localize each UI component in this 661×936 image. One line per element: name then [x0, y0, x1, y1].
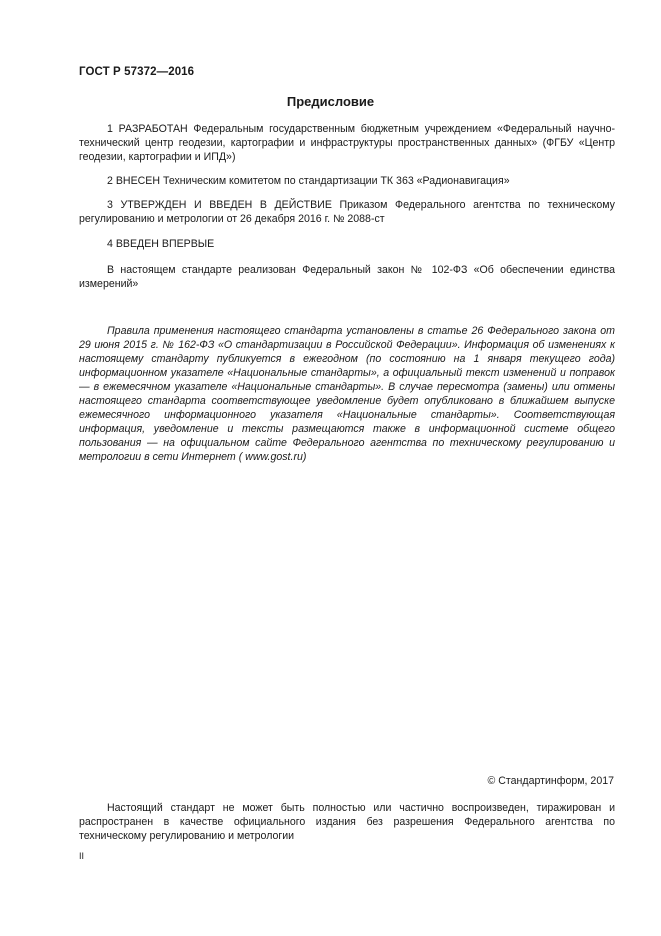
- copyright-line: © Стандартинформ, 2017: [487, 775, 614, 787]
- foreword-item-1: [79, 122, 615, 164]
- item-number: 3: [107, 199, 113, 211]
- page-title: Предисловие: [286, 94, 375, 109]
- item-lead: ВНЕСЕН: [115, 175, 161, 187]
- item-number: 2: [107, 175, 113, 187]
- notice-paragraph: Правила применения настоящего стандарта установлены в статье 26 Федерального закона от 29 июня 2015 г. № 162-ФЗ «О стандартизации в Российской Федерации». Информация об изменениях к настоящему стандарту публикуется в ежегодном (по состоянию на 1 января текущего года) информационном указателе «Национальные стандарты», а официальный текст изменений и поправок — в ежемесячном указателе «Национальные стандарты». В случае пересмотра (замены) или отмены настоящего стандарта соответствующее уведомление будет опубликовано в ближайшем выпуске ежемесячного информационного указателя «Национальные стандарты». Соответствующая информация, уведомление и тексты размещаются также в информационной системе общего пользования — на официальном сайте Федерального агентства по техническому регулированию и метрологии в сети Интернет ( www.gost.ru): [79, 325, 615, 463]
- foreword-item-3: [79, 198, 615, 226]
- item-lead: УТВЕРЖДЕН И ВВЕДЕН В ДЕЙСТВИЕ: [120, 199, 332, 211]
- item-text: Техническим комитетом по стандартизации ТК 363 «Радионавигация»: [162, 175, 510, 187]
- item-number: 1: [107, 123, 113, 135]
- item-text: Приказом Федерального агентства по техническому регулированию и метрологии от 26 декабря 2016 г. № 2088-ст: [79, 199, 615, 225]
- item-number: 4: [107, 238, 113, 250]
- page-number: II: [79, 851, 85, 861]
- item-lead: ВВЕДЕН ВПЕРВЫЕ: [115, 238, 215, 250]
- law-paragraph: В настоящем стандарте реализован Федеральный закон № 102-ФЗ «Об обеспечении единства измерений»: [79, 264, 615, 290]
- reproduction-notice: Настоящий стандарт не может быть полностью или частично воспроизведен, тиражирован и распространен в качестве официального издания без разрешения Федерального агентства по техническому регулированию и метрологии: [79, 802, 615, 842]
- item-lead: РАЗРАБОТАН: [118, 123, 188, 135]
- foreword-item-4: [79, 237, 615, 251]
- item-text: Федеральным государственным бюджетным учреждением «Федеральный научно-технический центр геодезии, картографии и инфраструктуры пространственных данных» (ФГБУ «Центр геодезии, картографии и ИПД»): [79, 123, 615, 163]
- foreword-item-2: [79, 174, 615, 188]
- standard-designation: ГОСТ Р 57372—2016: [79, 66, 195, 78]
